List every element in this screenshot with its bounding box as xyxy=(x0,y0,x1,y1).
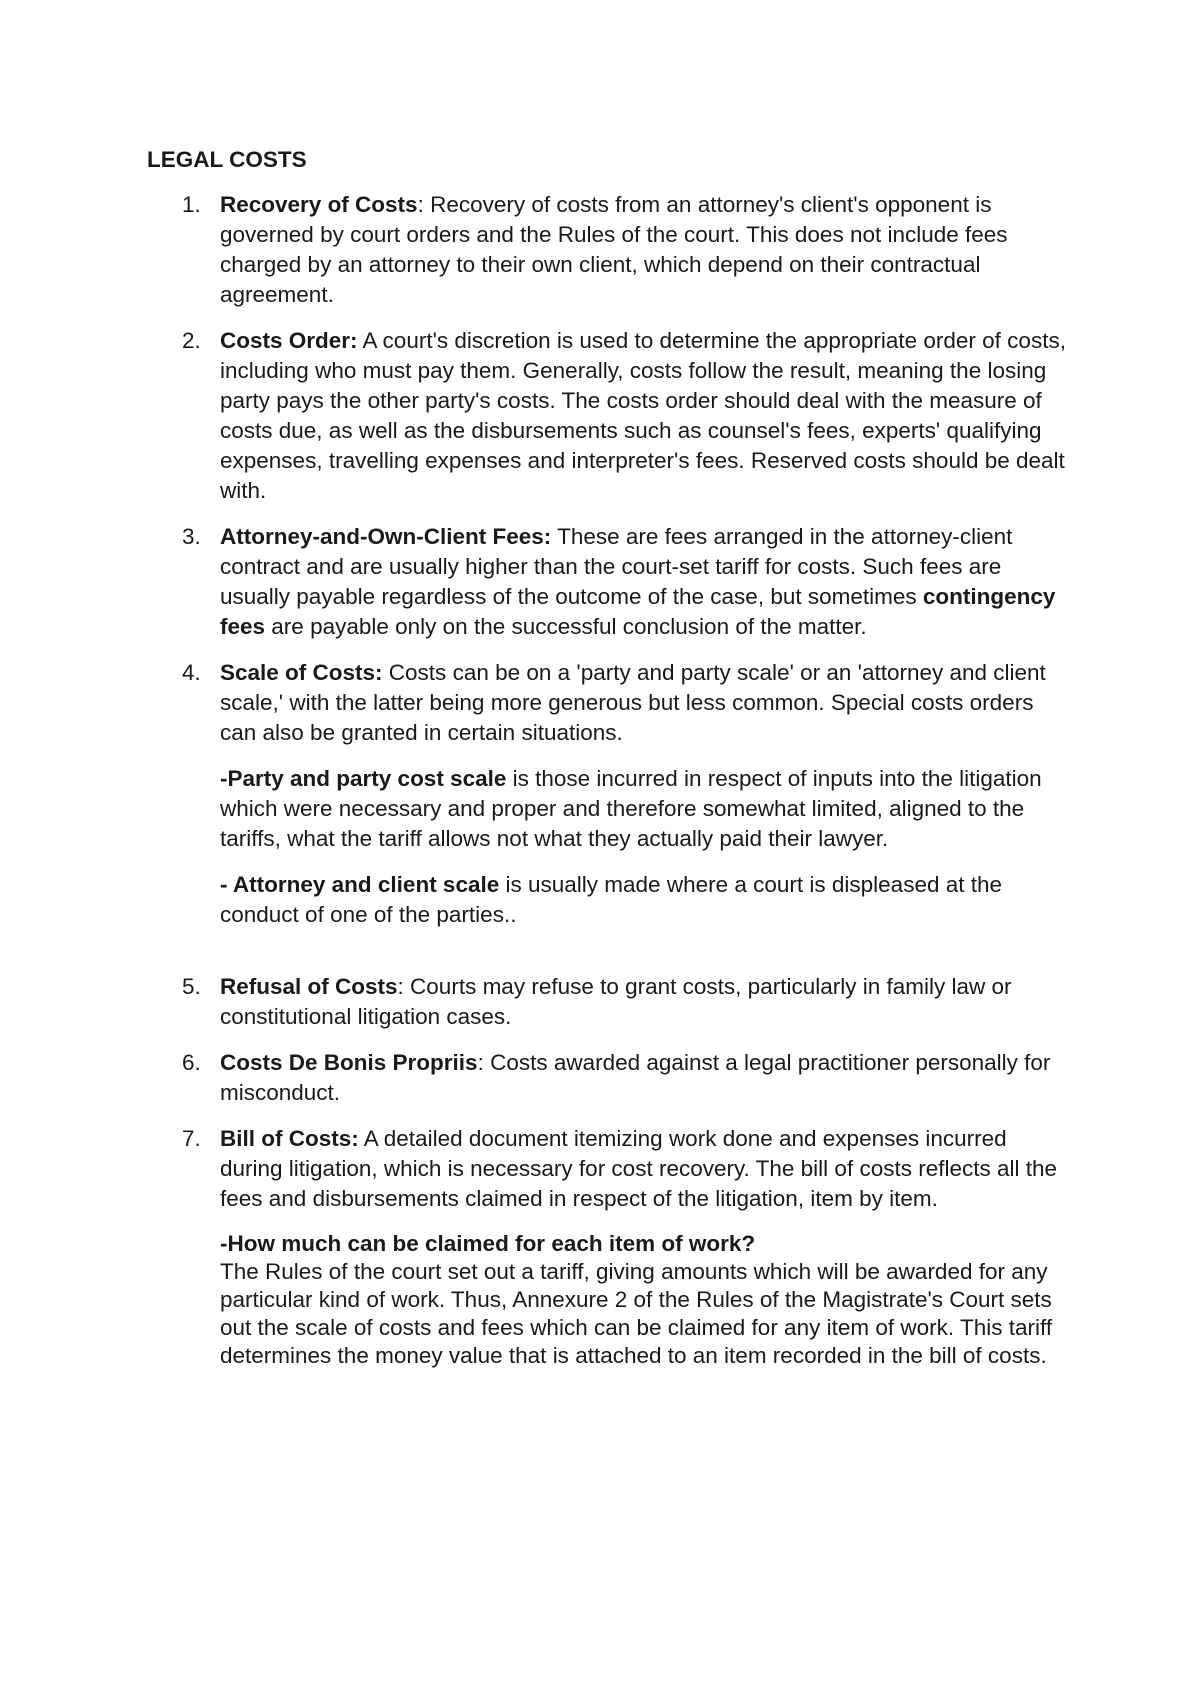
heading-suffix: : xyxy=(477,1050,484,1075)
list-number: 2. xyxy=(182,328,201,353)
list-number: 6. xyxy=(182,1050,201,1075)
item-text: Costs can be on a 'party and party scale' or an 'attorney and client scale,' with the latter being more generous but less common. Special costs orders can also be granted in certain situations. xyxy=(220,660,1046,745)
item-paragraph xyxy=(220,1124,1067,1214)
item-text: Recovery of costs from an attorney's client's opponent is governed by court orders and the Rules of the court. This does not include fees charged by an attorney to their own client, which depend on their contractual agreement. xyxy=(220,192,1008,307)
list-item-attorney-own-client-fees xyxy=(147,522,1067,642)
item-text: A detailed document itemizing work done and expenses incurred during litigation, which is necessary for cost recovery. The bill of costs reflects all the fees and disbursements claimed in respect of the litigation, item by item. xyxy=(220,1126,1058,1211)
item-heading: Costs De Bonis Propriis xyxy=(220,1050,478,1075)
item-paragraph xyxy=(220,522,1067,642)
sub-heading: - Attorney and client scale xyxy=(220,872,500,897)
sub-heading: -Party and party cost scale xyxy=(220,766,507,791)
item-text: Costs awarded against a legal practitioner personally for misconduct. xyxy=(220,1050,1051,1105)
sub-paragraph-how-much xyxy=(220,1230,1067,1370)
sub-text: is usually made where a court is displeased at the conduct of one of the parties.. xyxy=(220,872,1003,927)
list-number: 4. xyxy=(182,660,201,685)
sub-paragraph-party-and-party xyxy=(220,764,1067,854)
item-paragraph xyxy=(220,972,1067,1032)
document-title: LEGAL COSTS xyxy=(147,147,307,172)
item-text: These are fees arranged in the attorney-client contract and are usually higher than the court-set tariff for costs. Such fees are usually payable regardless of the outcome of the case, but sometimes xyxy=(220,524,1013,609)
item-heading: Refusal of Costs xyxy=(220,974,398,999)
list-item-scale-of-costs xyxy=(147,658,1067,930)
item-paragraph xyxy=(220,190,1067,310)
item-paragraph xyxy=(220,1048,1067,1108)
item-heading: Bill of Costs: xyxy=(220,1126,359,1151)
sub-paragraph-attorney-and-client xyxy=(220,870,1067,930)
item-heading: Costs Order: xyxy=(220,328,358,353)
item-heading: Scale of Costs: xyxy=(220,660,383,685)
item-text: Courts may refuse to grant costs, particularly in family law or constitutional litigation cases. xyxy=(220,974,1012,1029)
sub-text: The Rules of the court set out a tariff, giving amounts which will be awarded for any particular kind of work. Thus, Annexure 2 of the Rules of the Magistrate's Court sets out the scale of costs and fees which can be claimed for any item of work. This tariff determines the money value that is attached to an item recorded in the bill of costs. xyxy=(220,1259,1053,1368)
list-number: 5. xyxy=(182,974,201,999)
list-number: 7. xyxy=(182,1126,201,1151)
item-heading: Attorney-and-Own-Client Fees: xyxy=(220,524,552,549)
item-paragraph xyxy=(220,658,1067,748)
list-number: 3. xyxy=(182,524,201,549)
item-heading: Recovery of Costs xyxy=(220,192,418,217)
item-text-continued: are payable only on the successful conclusion of the matter. xyxy=(265,614,867,639)
item-paragraph xyxy=(220,326,1067,506)
sub-question: -How much can be claimed for each item of work? xyxy=(220,1231,756,1256)
legal-costs-list xyxy=(147,190,1067,1386)
item-text: A court's discretion is used to determine the appropriate order of costs, including who must pay them. Generally, costs follow the result, meaning the losing party pays the other party's costs. The costs order should deal with the measure of costs due, as well as the disbursements such as counsel's fees, experts' qualifying expenses, travelling expenses and interpreter's fees. Reserved costs should be dealt with. xyxy=(220,328,1066,503)
inline-bold-term: contingency fees xyxy=(220,584,1056,639)
sub-text: is those incurred in respect of inputs into the litigation which were necessary and proper and therefore somewhat limited, aligned to the tariffs, what the tariff allows not what they actually paid their lawyer. xyxy=(220,766,1042,851)
heading-suffix: : xyxy=(417,192,424,217)
list-item-costs-order xyxy=(147,326,1067,506)
heading-suffix: : xyxy=(397,974,404,999)
list-item-refusal-of-costs xyxy=(147,972,1067,1032)
list-item-bill-of-costs xyxy=(147,1124,1067,1370)
list-item-costs-de-bonis-propriis xyxy=(147,1048,1067,1108)
list-item-recovery-of-costs xyxy=(147,190,1067,310)
list-number: 1. xyxy=(182,192,201,217)
